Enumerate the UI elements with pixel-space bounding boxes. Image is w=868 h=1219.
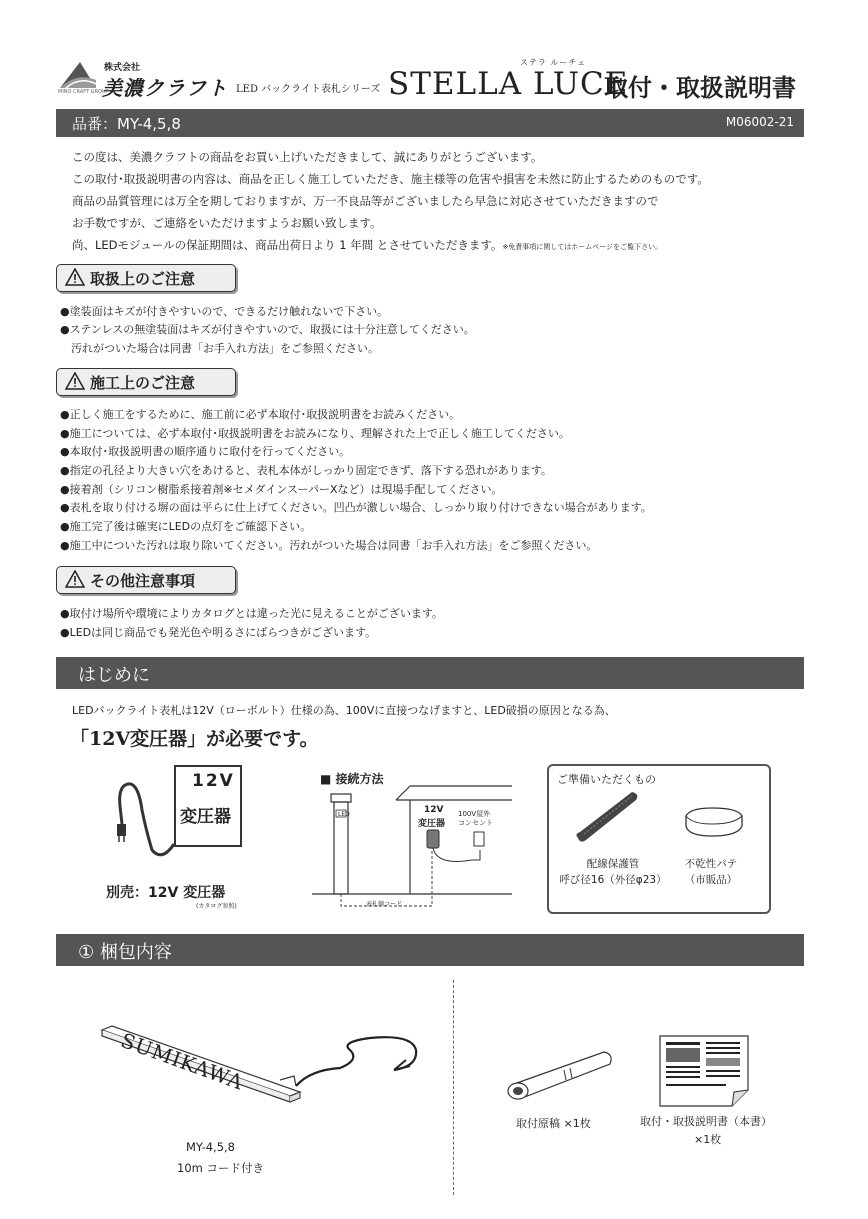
list-item: ●施工については、必ず本取付･取扱説明書をお読みになり、理解された上で正しく施工してください。 [60,427,570,440]
list-item: 汚れがついた場合は同書「お手入れ方法」をご参照ください。 [60,342,379,355]
brand-name: STELLA LUCE [388,66,629,102]
list-item: ●正しく施工をするために、施工前に必ず本取付･取扱説明書をお読みください。 [60,408,461,421]
document-title: 取付・取扱説明書 [604,74,796,102]
sold-separately: 別売：12V 変圧器 [106,885,226,901]
company-logo-icon [58,58,98,90]
part-number: 品番：MY-4,5,8 [72,115,181,133]
other-title: その他注意事項 [90,572,196,590]
conn-led-label: LED [338,811,350,818]
company-kabushiki: 株式会社 [104,63,141,73]
list-item: ●本取付･取扱説明書の順序通りに取付を行ってください。 [60,445,351,458]
company-name: 美濃クラフト [102,76,228,100]
conn-cord-label: 表札側コード [366,901,403,908]
intro-section-bar [56,657,804,689]
transformer-headline: 「12V変圧器」が必要です。 [70,728,319,750]
brand-ruby: ステラ ルーチェ [520,58,587,67]
series-name: LED バックライト表札シリーズ [236,84,381,95]
manual-label-1: 取付・取扱説明書（本書） [640,1115,772,1128]
other-heading [56,566,236,594]
list-item: ●指定の孔径より大きい穴をあけると、表札本体がしっかり固定できず、落下する恐れがあります。 [60,464,552,477]
handling-title: 取扱上のご注意 [90,270,196,288]
putty-icon [682,804,746,840]
rolled-template-icon [500,1046,616,1102]
connection-diagram [312,776,512,910]
package-section-bar [56,934,804,966]
list-item: ●施工中についた汚れは取り除いてください。汚れがついた場合は同書「お手入れ方法」をご参照ください。 [60,539,598,552]
intro-line-1: この度は、美濃クラフトの商品をお買い上げいただきまして、誠にありがとうございます。 [72,150,543,164]
list-item: ●取付け場所や環境によりカタログとは違った光に見えることがございます。 [60,607,443,620]
nameplate-letters: SUMIKAWA [117,1028,247,1095]
intro-warranty: 尚、LEDモジュールの保証期間は、商品出荷日より 1 年間 とさせていただきます。 [72,238,503,252]
product-model: MY-4,5,8 [186,1140,235,1154]
list-item: ●LEDは同じ商品でも発光色や明るさにばらつきがございます。 [60,626,377,639]
part-number-bar [56,109,804,137]
intro-line-2: この取付･取扱説明書の内容は、商品を正しく施工していただき、施主様等の危害や損害を未然に防止するためのものです。 [72,172,709,186]
prep-putty-label-1: 不乾性パテ [684,858,738,870]
logo-subtext: MINO CRAFT GROUP [58,89,109,95]
list-item: ●表札を取り付ける塀の面は平らに仕上げてください。凹凸が激しい場合、しっかり取り付けできない場合があります。 [60,501,652,514]
warning-icon [65,570,85,588]
document-number: M06002-21 [725,115,794,129]
package-section-title: ① 梱包内容 [78,942,172,963]
transformer-label-voltage: 12V [192,771,235,791]
intro-line-3: 商品の品質管理には万全を期しておりますが、万一不良品等がございましたら早急に対応させていただきますので [72,194,659,208]
conn-12v-label: 12V [424,805,444,815]
package-divider [453,980,454,1195]
catalog-reference: (カタログ参照) [196,903,237,910]
intro-section-title: はじめに [78,665,150,686]
handling-heading [56,264,236,292]
manual-icon [658,1034,750,1108]
list-item: ●ステンレスの無塗装面はキズが付きやすいので、取扱には十分注意してください。 [60,323,475,336]
intro-section-text: LEDバックライト表札は12V（ローボルト）仕様の為、100Vに直接つなげますと、LED破損の原因となる為、 [72,704,616,717]
conn-outlet-label-2: コンセント [458,819,493,827]
warning-icon [65,372,85,390]
construction-heading [56,368,236,396]
list-item: ●接着剤（シリコン樹脂系接着剤※セメダインスーパーXなど）は現場手配してください。 [60,483,503,496]
wiring-pipe-icon [572,788,642,846]
conn-outlet-label-1: 100V屋外 [458,810,491,818]
product-cord: 10m コード付き [177,1161,264,1175]
list-item: ●塗装面はキズが付きやすいので、できるだけ触れないで下さい。 [60,305,389,318]
intro-line-5 [72,237,662,253]
intro-line-4: お手数ですが、ご連絡をいただけますようお願い致します。 [72,216,382,230]
warning-icon [65,268,85,286]
manual-label-2: ×1枚 [694,1133,722,1146]
prep-pipe-label-2: 呼び径16（外径φ23） [559,874,667,886]
intro-note: ※免責事項に関してはホームページをご覧下さい。 [502,243,663,251]
conn-transformer-label: 変圧器 [418,819,446,829]
transformer-label-name: 変圧器 [180,807,231,827]
template-label: 取付原稿 ×1枚 [516,1117,591,1130]
prep-putty-label-2: （市販品） [684,874,738,886]
preparation-title: ご準備いただくもの [557,773,656,786]
list-item: ●施工完了後は確実にLEDの点灯をご確認下さい。 [60,520,312,533]
construction-title: 施工上のご注意 [90,374,196,392]
prep-pipe-label-1: 配線保護管 [586,858,640,870]
connection-title: ■ 接続方法 [320,772,384,786]
